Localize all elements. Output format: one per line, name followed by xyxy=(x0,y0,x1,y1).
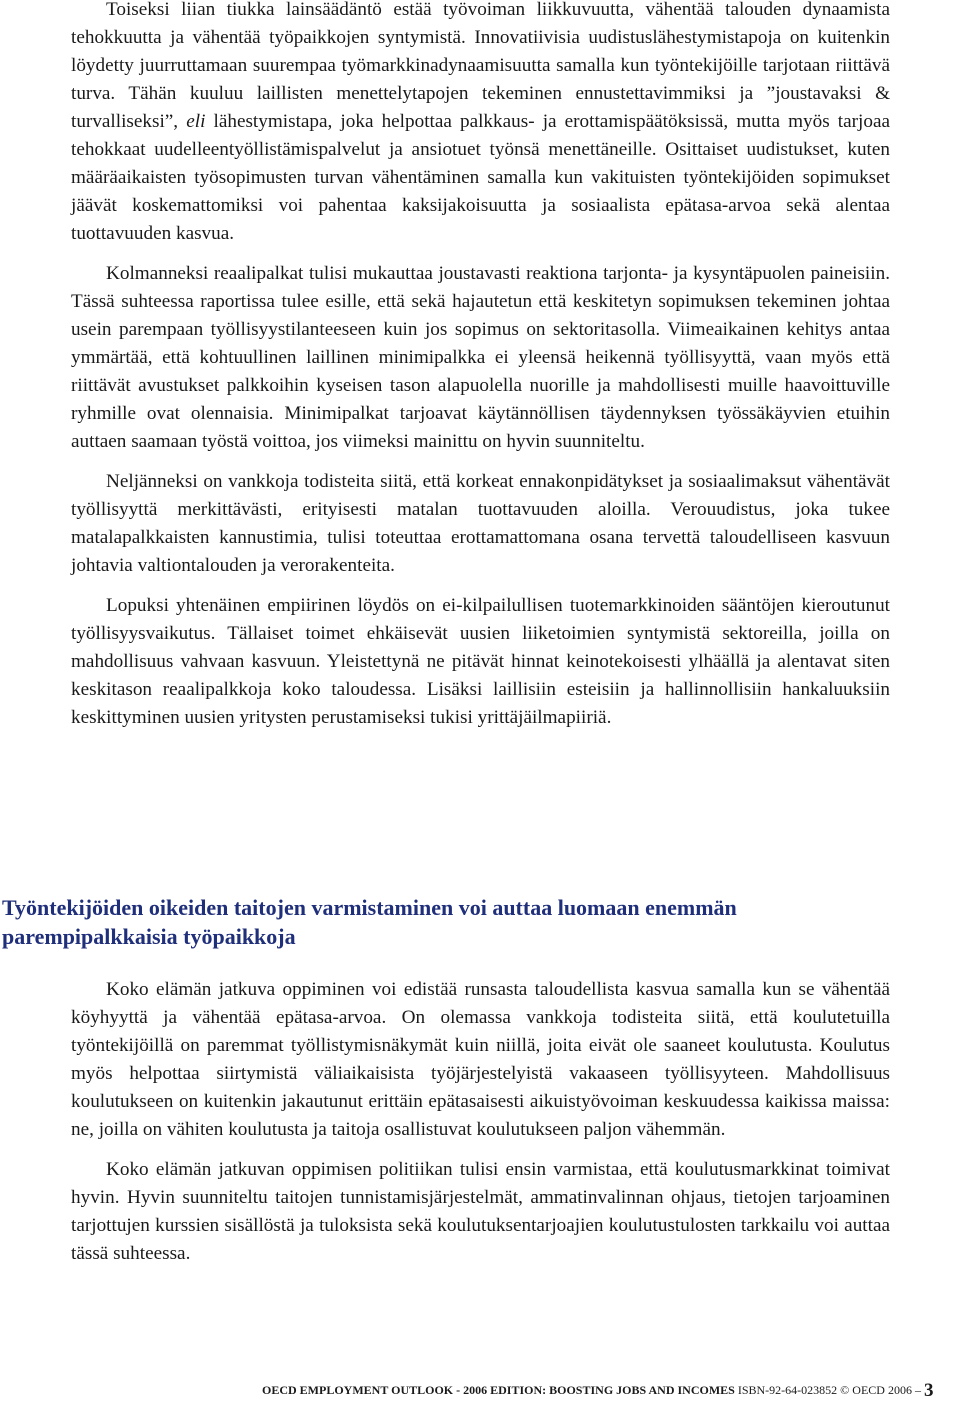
footer-title: OECD EMPLOYMENT OUTLOOK - 2006 EDITION: BOOSTING JOBS AND INCOMES xyxy=(262,1383,735,1397)
body-text xyxy=(71,0,890,732)
paragraph-1-text: Toiseksi liian tiukka lainsäädäntö estää työvoiman liikkuvuutta, vähentää talouden dynaamista tehokkuutta ja vähentää työpaikkojen syntymistä. Innovatiivisia uudistuslähestymistapoja on kuitenkin löydetty juurruttamaan suurempaa työmarkkinadynaamisuutta samalla kun työntekijöille tarjotaan riittävä turva. Tähän kuuluu laillisten menettelytapojen tekeminen ennustettavimmiksi ja ”joustavaksi & turvalliseksi”, xyxy=(71,0,890,132)
paragraph-3: Neljänneksi on vankkoja todisteita siitä, että korkeat ennakonpidätykset ja sosiaalimaksut vähentävät työllisyyttä merkittävästi, erityisesti matalan tuottavuuden aloilla. Verouudistus, joka tukee matalapalkkaisten kannustimia, tulisi toteuttaa erottamattomana osana tervettä taloudelliseen kasvuun johtavia valtiontalouden ja verorakenteita. xyxy=(71,471,890,576)
paragraph-1 xyxy=(71,0,890,248)
section-paragraph-2: Koko elämän jatkuvan oppimisen politiikan tulisi ensin varmistaa, että koulutusmarkkinat toimivat hyvin. Hyvin suunniteltu taitojen tunnistamisjärjestelmät, ammatinvalinnan ohjaus, tietojen tarjoaminen tarjottujen kurssien sisällöstä ja tuloksista sekä koulutuksentarjoajien koulutustulosten tarkkailu voi auttaa tässä suhteessa. xyxy=(71,1159,890,1264)
paragraph-1-italic: eli xyxy=(186,111,206,132)
page-footer xyxy=(262,1380,960,1400)
footer-copyright: © OECD 2006 – xyxy=(840,1383,921,1397)
section-paragraph-1: Koko elämän jatkuva oppiminen voi edistää runsasta taloudellista kasvua samalla kun se vähentää köyhyyttä ja vähentää epätasa-arvoa. On olemassa vankkoja todisteita siitä, että koulutetuilla työntekijöillä on paremmat työllistymisnäkymät kuin niillä, joita eivät ole saaneet koulutusta. Koulutus myös helpottaa siirtymistä väliaikaisista työjärjestelyistä vakaaseen työllisyyteen. Mahdollisuus koulutukseen on kuitenkin jakautunut erittäin epätasaisesti aikuistyövoiman keskuudessa kaikissa maissa: ne, joilla on vähiten koulutusta ja taitoja osallistuvat koulutukseen paljon vähemmän. xyxy=(71,979,890,1140)
paragraph-1-rest: lähestymistapa, joka helpottaa palkkaus- ja erottamispäätöksissä, mutta myös tarjoaa tehokkaat uudelleentyöllistämispalvelut ja ansiotuet työnsä menettäneille. Osittaiset uudistukset, kuten määräaikaisten työsopimusten turvan vähentäminen samalla kun vakituisten työntekijöiden sopimukset jäävät koskemattomiksi voi pahentaa kaksijakoisuutta ja sosiaalista epätasa-arvoa sekä alentaa tuottavuuden kasvua. xyxy=(71,111,891,244)
paragraph-4: Lopuksi yhtenäinen empiirinen löydös on ei-kilpailullisen tuotemarkkinoiden sääntöjen kieroutunut työllisyysvaikutus. Tällaiset toimet ehkäisevät uusien liiketoimien syntymistä sektoreilla, joilla on mahdollisuus vahvaan kasvuun. Yleistettynä ne pitävät hinnat keinotekoisesti ylhäällä ja alentavat siten keskitason reaalipalkkoja koko taloudessa. Lisäksi laillisiin esteisiin ja hallinnollisiin hankaluuksiin keskittyminen uusien yritysten perustamiseksi tukisi yrittäjäilmapiiriä. xyxy=(71,595,890,728)
footer-isbn: ISBN-92-64-023852 xyxy=(737,1383,838,1397)
paragraph-2: Kolmanneksi reaalipalkat tulisi mukauttaa joustavasti reaktiona tarjonta- ja kysyntäpuolen paineisiin. Tässä suhteessa raportissa tulee esille, että sekä hajautetun että keskitetyn sopimuksen tekeminen johtaa usein parempaan työllisyystilanteeseen kuin jos sopimus on sektoritasolla. Viimeaikainen kehitys antaa ymmärtää, että kohtuullinen laillinen minimipalkka ei yleensä heikennä työllisyyttä, vaan myös että riittävät avustukset palkkoihin kyseisen tason alapuolella nuorille ja mahdollisesti muille haavoittuville ryhmille ovat olennaisia. Minimipalkat tarjoavat käytännöllisen täydennyksen työssäkäyvien etuihin auttaen saamaan työstä voittoa, jos viimeksi mainittu on hyvin suunniteltu. xyxy=(71,263,890,452)
page-number: 3 xyxy=(923,1380,934,1401)
section-heading: Työntekijöiden oikeiden taitojen varmistaminen voi auttaa luomaan enemmän parempipalkkaisia työpaikkoja xyxy=(2,895,737,949)
section-body xyxy=(71,976,890,1268)
